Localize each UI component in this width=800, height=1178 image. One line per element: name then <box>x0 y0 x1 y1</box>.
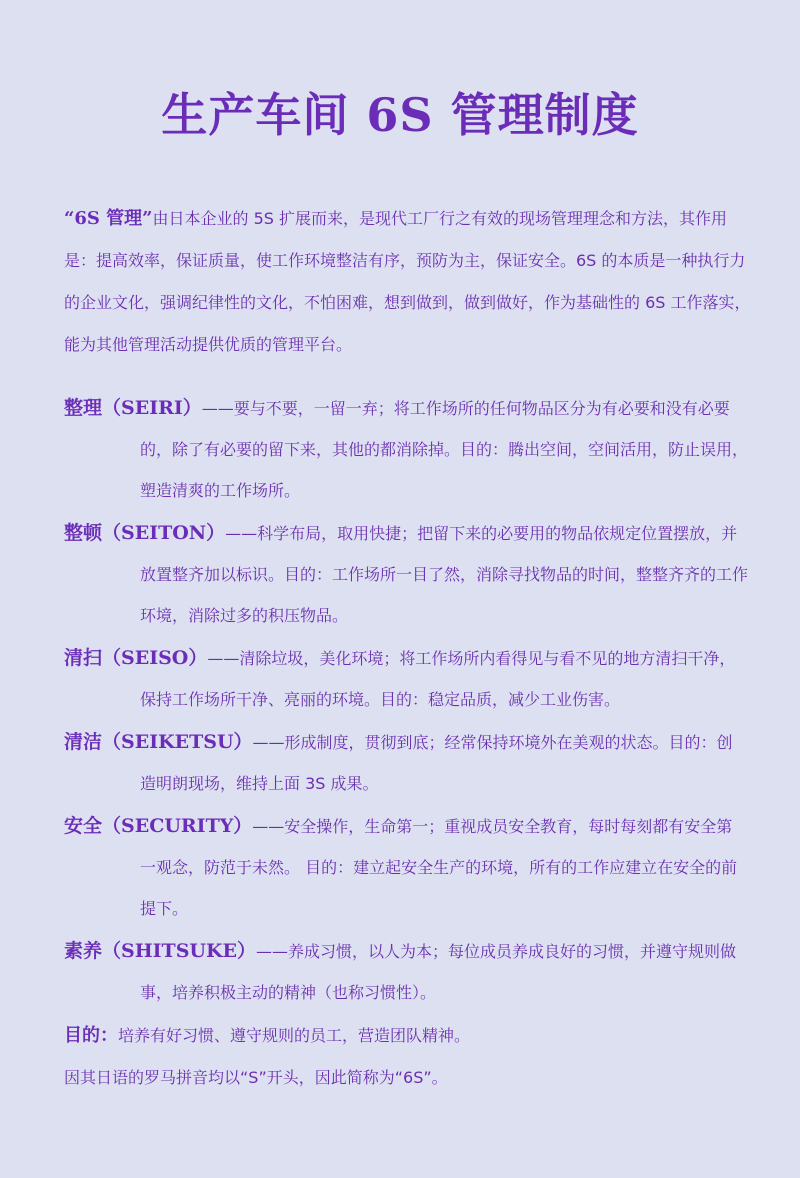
item-term: 素养（SHITSUKE） <box>64 940 256 962</box>
purpose-text: 培养有好习惯、遵守规则的员工，营造团队精神。 <box>118 1026 471 1045</box>
item-term: 清扫（SEISO） <box>64 647 208 669</box>
page-title: 生产车间 6S 管理制度 <box>161 88 639 142</box>
item-seiketsu <box>64 722 748 804</box>
intro-text: 由日本企业的 5S 扩展而来，是现代工厂行之有效的现场管理理念和方法，其作用是：提高效率，保证质量，使工作环境整洁有序，预防为主，保证安全。6S 的本质是一种执行力的企业文化，强调纪律性的文化，不怕困难，想到做到，做到做好，作为基础性的 6S 工作落实，能为其他管理活动提供优质的管理平台。 <box>64 209 751 354</box>
item-term: 整理（SEIRI） <box>64 397 202 419</box>
item-text: ——安全操作，生命第一；重视成员安全教育，每时每刻都有安全第一观念，防范于未然。 目的：建立起安全生产的环境，所有的工作应建立在安全的前提下。 <box>140 817 738 918</box>
intro-paragraph <box>64 198 752 366</box>
item-text: ——清除垃圾，美化环境；将工作场所内看得见与看不见的地方清扫干净，保持工作场所干净、亮丽的环境。目的：稳定品质，减少工业伤害。 <box>140 649 736 709</box>
item-seiso <box>64 638 748 720</box>
item-shitsuke <box>64 931 748 1013</box>
item-term: 整顿（SEITON） <box>64 522 226 544</box>
purpose-line <box>64 1016 752 1056</box>
item-text: ——形成制度，贯彻到底；经常保持环境外在美观的状态。目的：创造明朗现场，维持上面 3S 成果。 <box>140 733 733 793</box>
item-text: ——科学布局，取用快捷；把留下来的必要用的物品依规定位置摆放，并放置整齐加以标识。目的：工作场所一目了然，消除寻找物品的时间，整整齐齐的工作环境，消除过多的积压物品。 <box>140 524 749 625</box>
item-text: ——养成习惯，以人为本；每位成员养成良好的习惯，并遵守规则做事，培养积极主动的精神（也称习惯性）。 <box>140 942 737 1002</box>
six-s-list <box>64 388 748 1015</box>
item-term: 清洁（SEIKETSU） <box>64 731 253 753</box>
item-term: 安全（SECURITY） <box>64 815 253 837</box>
item-seiton <box>64 513 748 636</box>
item-seiri <box>64 388 748 511</box>
intro-lead: “6S 管理” <box>64 208 153 229</box>
item-text: ——要与不要，一留一弃；将工作场所的任何物品区分为有必要和没有必要的，除了有必要的留下来，其他的都消除掉。目的：腾出空间，空间活用，防止误用，塑造清爽的工作场所。 <box>140 399 749 500</box>
footer-note: 因其日语的罗马拼音均以“S”开头，因此简称为“6S”。 <box>64 1068 448 1087</box>
item-security <box>64 806 748 929</box>
purpose-term: 目的： <box>64 1025 118 1046</box>
